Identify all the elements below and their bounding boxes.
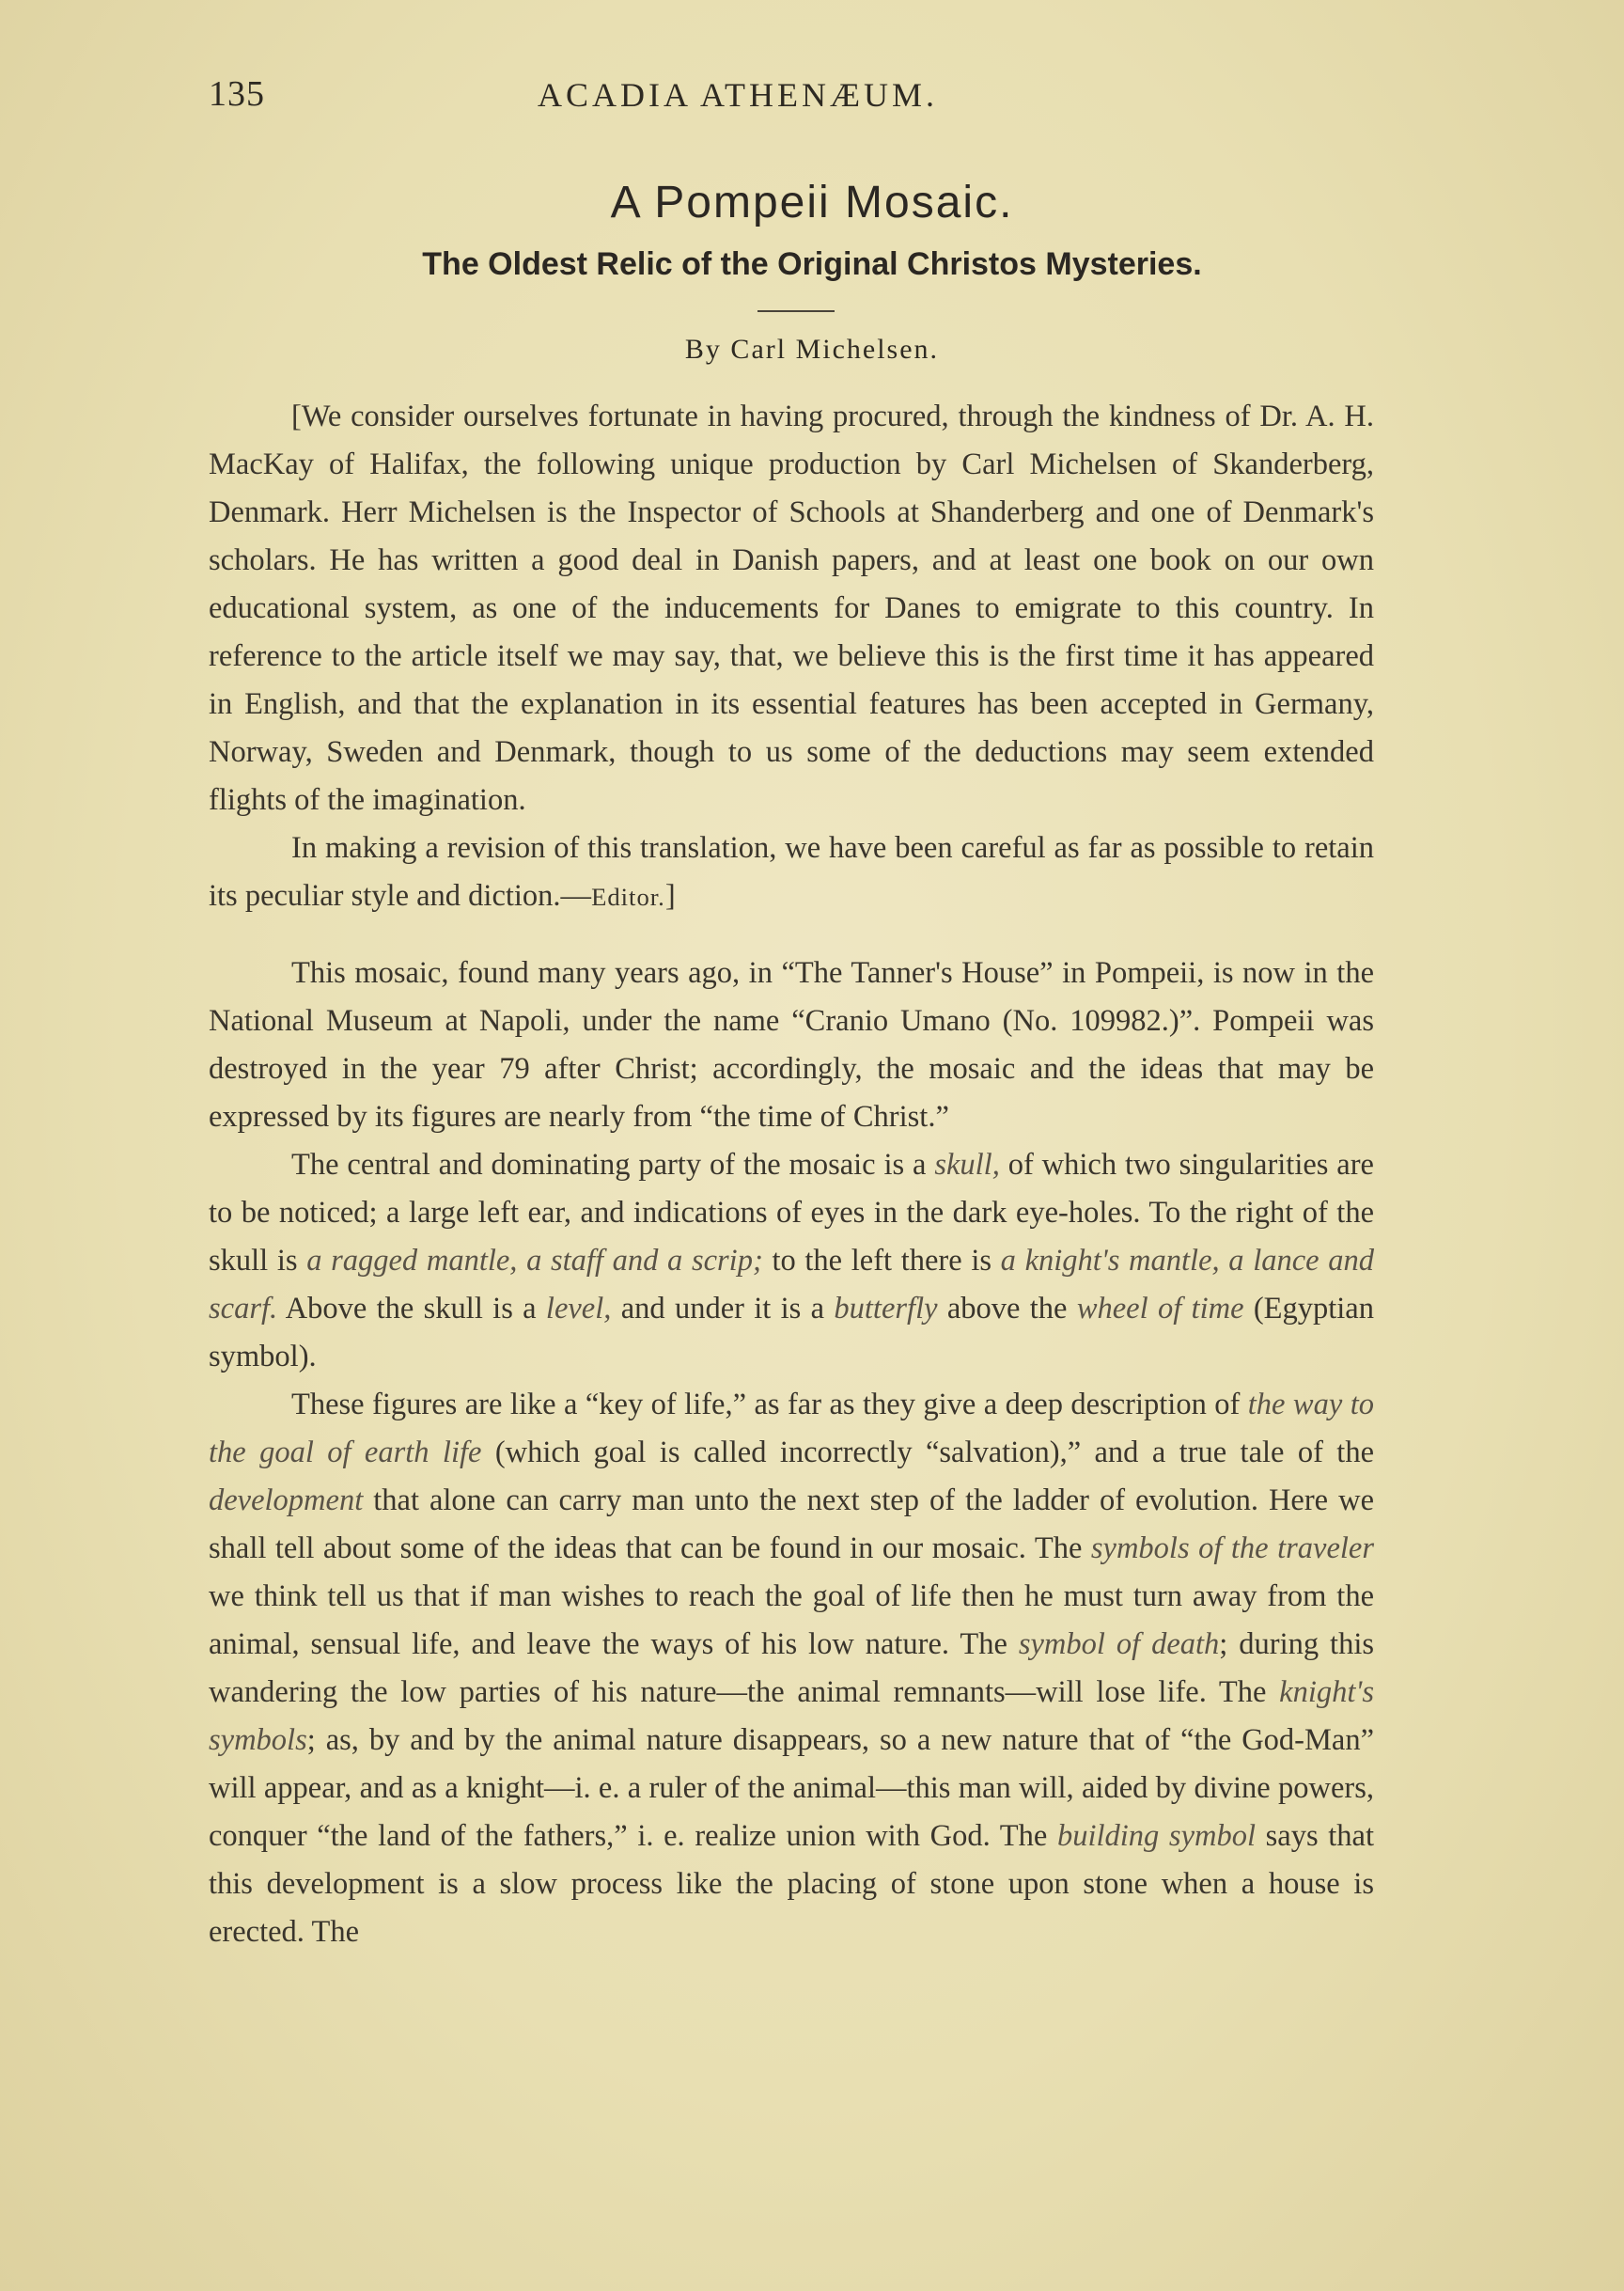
italic-term: symbols of the traveler [1090, 1531, 1374, 1565]
text-run: of which two singularities are to be noticed; a large left ear, and indications of eyes in the dark eye-holes. To the right of the skull is [209, 1148, 1374, 1278]
text-run: ; during this wandering the low parties of his nature—the animal remnants—will lose life. The [209, 1627, 1375, 1709]
text-run: The central and dominating party of the mosaic is a [291, 1148, 935, 1182]
italic-term: symbol of death [1018, 1627, 1220, 1661]
article-byline: By Carl Michelsen. [684, 334, 940, 365]
text-run: These figures are like a “key of life,” as far as they give a deep description of [291, 1388, 1248, 1421]
italic-term: a knight's mantle, a lance and scarf. [209, 1244, 1374, 1326]
italic-term: level, [545, 1292, 612, 1326]
text-run: to the left there is [762, 1244, 1001, 1278]
text-run: and under it is a [611, 1292, 835, 1326]
italic-term: butterfly [834, 1292, 938, 1326]
text-run: says that this development is a slow process like the placing of stone upon stone when a house is erected. The [209, 1819, 1374, 1949]
italic-term: the way to the goal of earth life [209, 1388, 1374, 1469]
running-head [209, 73, 1374, 120]
text-run: we think tell us that if man wishes to reach the goal of life then he must turn away from the animal, sensual life, and leave the ways of his low nature. The [209, 1579, 1374, 1661]
italic-term: a ragged mantle, a staff and a scrip; [306, 1244, 763, 1278]
text-run: that alone can carry man unto the next step of the ladder of evolution. Here we shall tell about some of the ideas that can be found in our mosaic. The [209, 1483, 1374, 1565]
italic-term: wheel of time [1076, 1292, 1244, 1326]
editor-note-text: [We consider ourselves fortunate in having procured, through the kindness of Dr. A. H. MacKay of Halifax, the following unique production by Carl Michelsen of Skanderberg, Denmark. Herr Michelsen is the Inspector of Schools at Shanderberg and one of Denmark's scholars. He has written a good deal in Danish papers, and at least one book on our own educational system, as one of the inducements for Danes to emigrate to this country. In reference to the article itself we may say, that, we believe this is the first time it has appeared in English, and that the explanation in its essential features has been accepted in Germany, Norway, Sweden and Denmark, though to us some of the deductions may seem extended flights of the imagination. [209, 400, 1374, 817]
article-subtitle: The Oldest Relic of the Original Christos Mysteries. [422, 246, 1202, 282]
text-run: (Egyptian symbol). [209, 1292, 1374, 1373]
journal-title: ACADIA ATHENÆUM. [538, 76, 939, 114]
editor-signature: Editor. [591, 883, 665, 911]
article-title: A Pompeii Mosaic. [610, 178, 1014, 228]
text-run: (which goal is called incorrectly “salvation),” and a true tale of the [481, 1436, 1374, 1469]
editor-note-text-2: In making a revision of this translation, we have been careful as far as possible to retain its peculiar style and diction.— [209, 831, 1374, 913]
text-run: above the [937, 1292, 1077, 1326]
body-paragraph-2 [209, 1141, 1374, 1381]
body-paragraph-1: This mosaic, found many years ago, in “The Tanner's House” in Pompeii, is now in the National Museum at Napoli, under the name “Cranio Umano (No. 109982.)”. Pompeii was destroyed in the year 79 after Christ; accordingly, the mosaic and the ideas that may be expressed by its figures are nearly from “the time of Christ.” [209, 956, 1374, 1134]
text-run: ; as, by and by the animal nature disappears, so a new nature that of “the God-Man” will appear, and as a knight—i. e. a ruler of the animal—this man will, aided by divine powers, conquer “the land of the fathers,” i. e. realize union with God. The [209, 1723, 1374, 1853]
editor-note-paragraph-2 [209, 824, 1374, 921]
body-paragraph-3 [209, 1381, 1374, 1956]
title-divider [757, 310, 835, 312]
page-number: 135 [209, 74, 265, 114]
article-body [209, 393, 1374, 1956]
italic-term: knight's symbols [209, 1675, 1374, 1757]
italic-term: building symbol [1056, 1819, 1257, 1853]
text-run: Above the skull is a [277, 1292, 546, 1326]
editor-note-paragraph [209, 393, 1374, 824]
editor-note-bracket: ] [664, 879, 676, 913]
italic-term: development [209, 1483, 364, 1517]
italic-term: skull, [934, 1148, 1000, 1182]
